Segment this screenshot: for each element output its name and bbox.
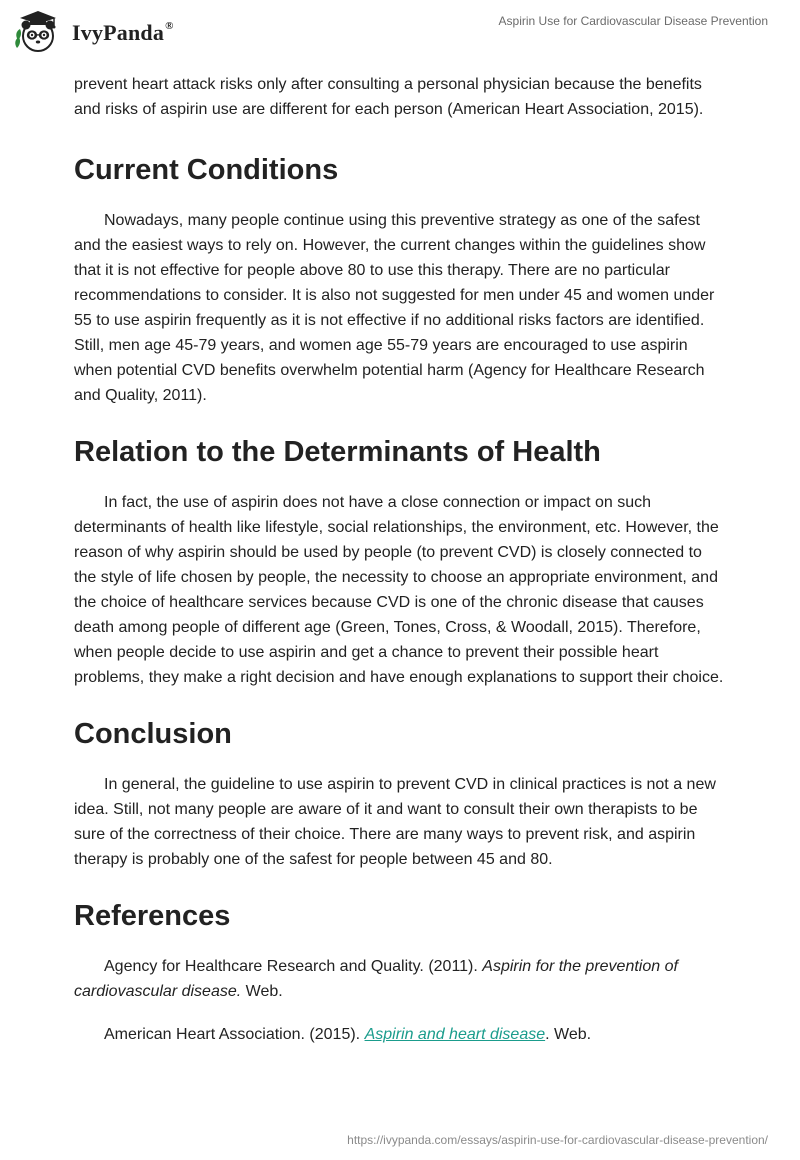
section-paragraph-current-conditions: Nowadays, many people continue using this preventive strategy as one of the safest and the easiest ways to rely on. However, the current changes within the guidelines show that it is not effective for people above 80 to use this therapy. There are no particular recommendations to consider. It is also not suggested for men under 45 and women under 55 to use aspirin frequently as it is not effective if no additional risks factors are identified. Still, men age 45-79 years, and women age 55-79 years are encouraged to use aspirin when potential CVD benefits overwhelm potential harm (Agency for Healthcare Research and Quality, 2011). [74, 212, 715, 404]
reference-item [74, 1022, 726, 1047]
reference-title: Aspirin for the prevention of cardiovascular disease. [74, 958, 678, 1000]
reference-item [74, 954, 726, 1004]
section-paragraph-determinants: In fact, the use of aspirin does not have a close connection or impact on such determinants of health like lifestyle, social relationships, the environment, etc. However, the reason of why aspirin should be used by people (to prevent CVD) is closely connected to the style of life chosen by people, the necessity to choose an appropriate environment, and the choice of healthcare services because CVD is one of the chronic disease that causes death among people of different age (Green, Tones, Cross, & Woodall, 2015). Therefore, when people decide to use aspirin and get a chance to prevent their possible heart problems, they make a right decision and have enough explanations to support their choice. [74, 494, 724, 686]
section-paragraph-conclusion: In general, the guideline to use aspirin to prevent CVD in clinical practices is not a new idea. Still, not many people are aware of it and want to consult their own therapists to be sure of the correctness of their choice. There are many ways to prevent risk, and aspirin therapy is probably one of the safest for people between 45 and 80. [74, 776, 716, 868]
footer-url[interactable]: https://ivypanda.com/essays/aspirin-use-for-cardiovascular-disease-prevention/ [347, 1133, 768, 1147]
essay-body [74, 72, 726, 1047]
section-heading-conclusion: Conclusion [74, 718, 232, 750]
section-heading-determinants: Relation to the Determinants of Health [74, 436, 601, 468]
brand-name: IvyPanda® [72, 19, 174, 45]
reference-link[interactable]: Aspirin and heart disease [364, 1026, 546, 1043]
ivypanda-logo[interactable] [14, 10, 174, 54]
section-heading-references: References [74, 900, 231, 932]
panda-graduate-icon [14, 10, 62, 54]
reference-prefix: American Heart Association. (2015). [104, 1026, 365, 1043]
document-title: Aspirin Use for Cardiovascular Disease Prevention [498, 14, 768, 28]
registered-mark: ® [165, 19, 174, 32]
reference-suffix: . Web. [545, 1026, 592, 1043]
section-heading-current-conditions: Current Conditions [74, 154, 339, 186]
intro-paragraph: prevent heart attack risks only after consulting a personal physician because the benefits and risks of aspirin use are different for each person (American Heart Association, 2015). [74, 76, 704, 118]
reference-prefix: Agency for Healthcare Research and Quality. (2011). [104, 958, 483, 975]
reference-suffix: Web. [241, 983, 283, 1000]
page-header [0, 0, 800, 64]
